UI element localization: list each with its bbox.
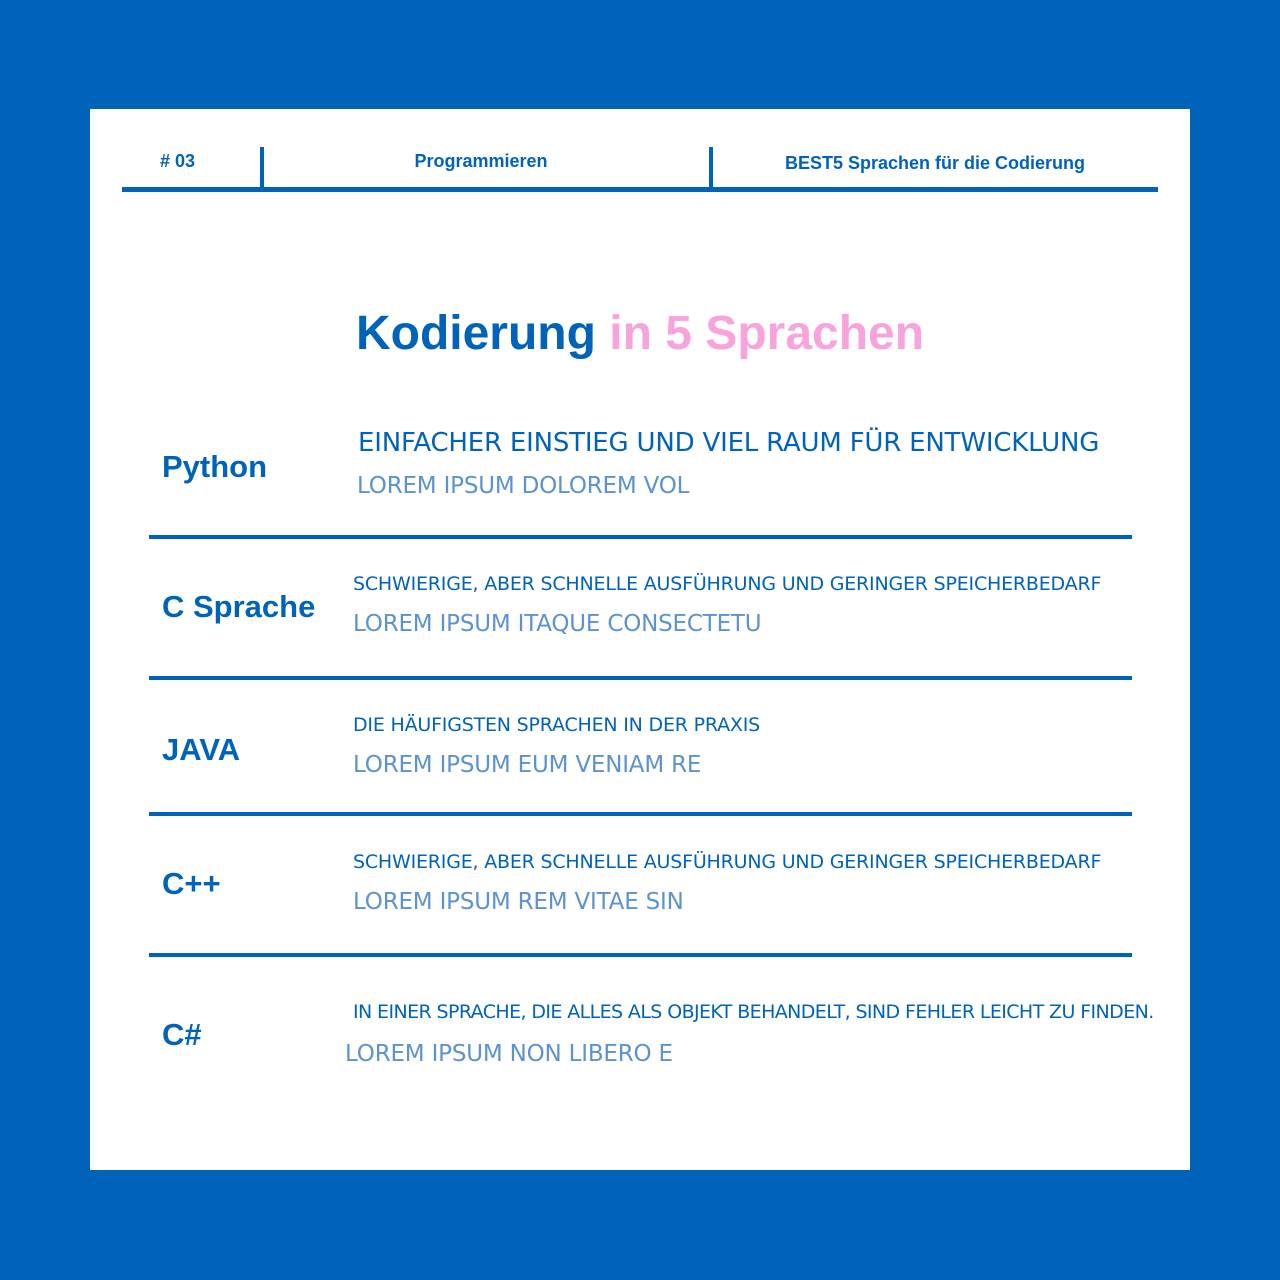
header-bar (122, 147, 1158, 193)
language-name: C# (162, 1017, 202, 1052)
page-title (90, 306, 1190, 362)
row-divider (149, 953, 1132, 957)
header-topic: Programmieren (414, 151, 548, 171)
language-subtitle: LOREM IPSUM NON LIBERO E (345, 1041, 673, 1067)
issue-number: # 03 (160, 151, 196, 171)
language-subtitle: LOREM IPSUM EUM VENIAM RE (353, 752, 702, 778)
language-subtitle: LOREM IPSUM DOLOREM VOL (357, 473, 690, 499)
row-divider (149, 812, 1132, 816)
language-description: SCHWIERIGE, ABER SCHNELLE AUSFÜHRUNG UND GERINGER SPEICHERBEDARF (353, 573, 1102, 595)
language-subtitle: LOREM IPSUM REM VITAE SIN (353, 889, 684, 915)
language-subtitle: LOREM IPSUM ITAQUE CONSECTETU (353, 611, 762, 637)
language-name: C++ (162, 866, 221, 901)
language-description: IN EINER SPRACHE, DIE ALLES ALS OBJEKT BEHANDELT, SIND FEHLER LEICHT ZU FINDEN. (353, 1001, 1154, 1023)
language-name: C Sprache (162, 589, 316, 624)
page-title-primary: Kodierung (355, 307, 596, 360)
content-card (90, 109, 1190, 1170)
header-underline (122, 187, 1158, 192)
language-description: SCHWIERIGE, ABER SCHNELLE AUSFÜHRUNG UND GERINGER SPEICHERBEDARF (353, 851, 1102, 873)
header-title: BEST5 Sprachen für die Codierung (784, 153, 1086, 173)
language-description: DIE HÄUFIGSTEN SPRACHEN IN DER PRAXIS (353, 714, 760, 736)
row-divider (149, 676, 1132, 680)
page-title-accent: in 5 Sprachen (609, 307, 925, 360)
language-description: EINFACHER EINSTIEG UND VIEL RAUM FÜR ENTWICKLUNG (358, 428, 1100, 458)
row-divider (149, 535, 1132, 539)
language-name: JAVA (162, 732, 241, 767)
language-name: Python (162, 449, 268, 484)
